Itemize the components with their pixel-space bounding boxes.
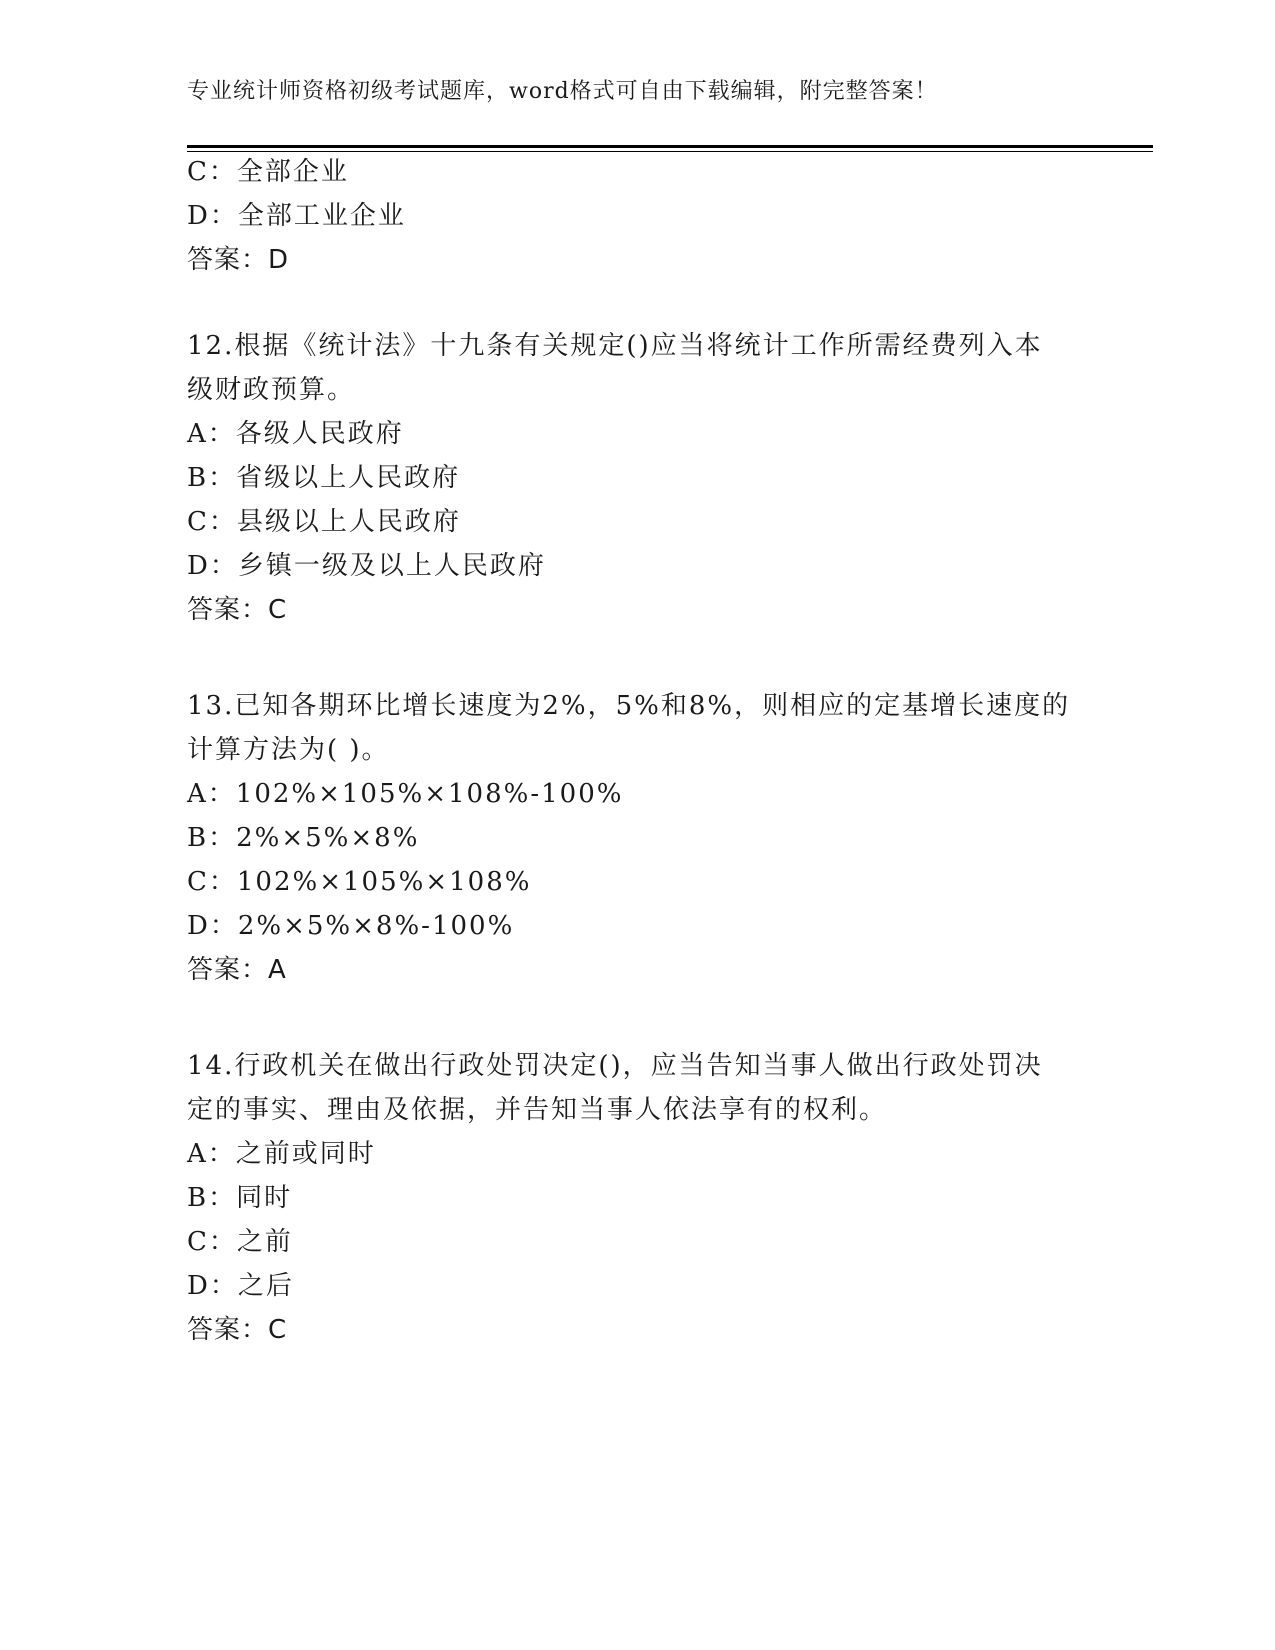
- question-12-option-a: A：各级人民政府: [187, 419, 404, 449]
- question-13-option-c: C：102%×105%×108%: [187, 867, 532, 897]
- question-12-stem-line-1: 12.根据《统计法》十九条有关规定()应当将统计工作所需经费列入本: [187, 331, 1043, 361]
- question-13-option-b: B：2%×5%×8%: [187, 823, 420, 853]
- page-header: 专业统计师资格初级考试题库，word格式可自由下载编辑，附完整答案！: [187, 79, 938, 104]
- question-14-option-b: B：同时: [187, 1183, 293, 1213]
- header-rule-thick: [187, 145, 1153, 148]
- question-13-option-a: A：102%×105%×108%-100%: [187, 779, 624, 809]
- question-14-option-c: C：之前: [187, 1227, 293, 1257]
- question-13-option-d: D：2%×5%×8%-100%: [187, 911, 515, 941]
- header-rule-thin: [187, 151, 1153, 152]
- answer: 答案：D: [187, 245, 290, 275]
- question-12-answer: 答案：C: [187, 595, 288, 625]
- question-13-stem-line-1: 13.已知各期环比增长速度为2%，5%和8%，则相应的定基增长速度的: [187, 691, 1071, 721]
- question-14-stem-line-1: 14.行政机关在做出行政处罚决定()，应当告知当事人做出行政处罚决: [187, 1051, 1043, 1081]
- question-13-answer: 答案：A: [187, 955, 287, 985]
- question-13-stem-line-2: 计算方法为( )。: [187, 735, 390, 765]
- question-12-option-b: B：省级以上人民政府: [187, 463, 461, 493]
- question-14-option-a: A：之前或同时: [187, 1139, 376, 1169]
- question-14-option-d: D：之后: [187, 1271, 294, 1301]
- question-12-option-c: C：县级以上人民政府: [187, 507, 461, 537]
- question-14-answer: 答案：C: [187, 1315, 288, 1345]
- option-d: D：全部工业企业: [187, 201, 406, 231]
- question-12-option-d: D：乡镇一级及以上人民政府: [187, 551, 546, 581]
- question-12-stem-line-2: 级财政预算。: [187, 375, 356, 405]
- option-c: C：全部企业: [187, 157, 349, 187]
- question-14-stem-line-2: 定的事实、理由及依据，并告知当事人依法享有的权利。: [187, 1095, 888, 1125]
